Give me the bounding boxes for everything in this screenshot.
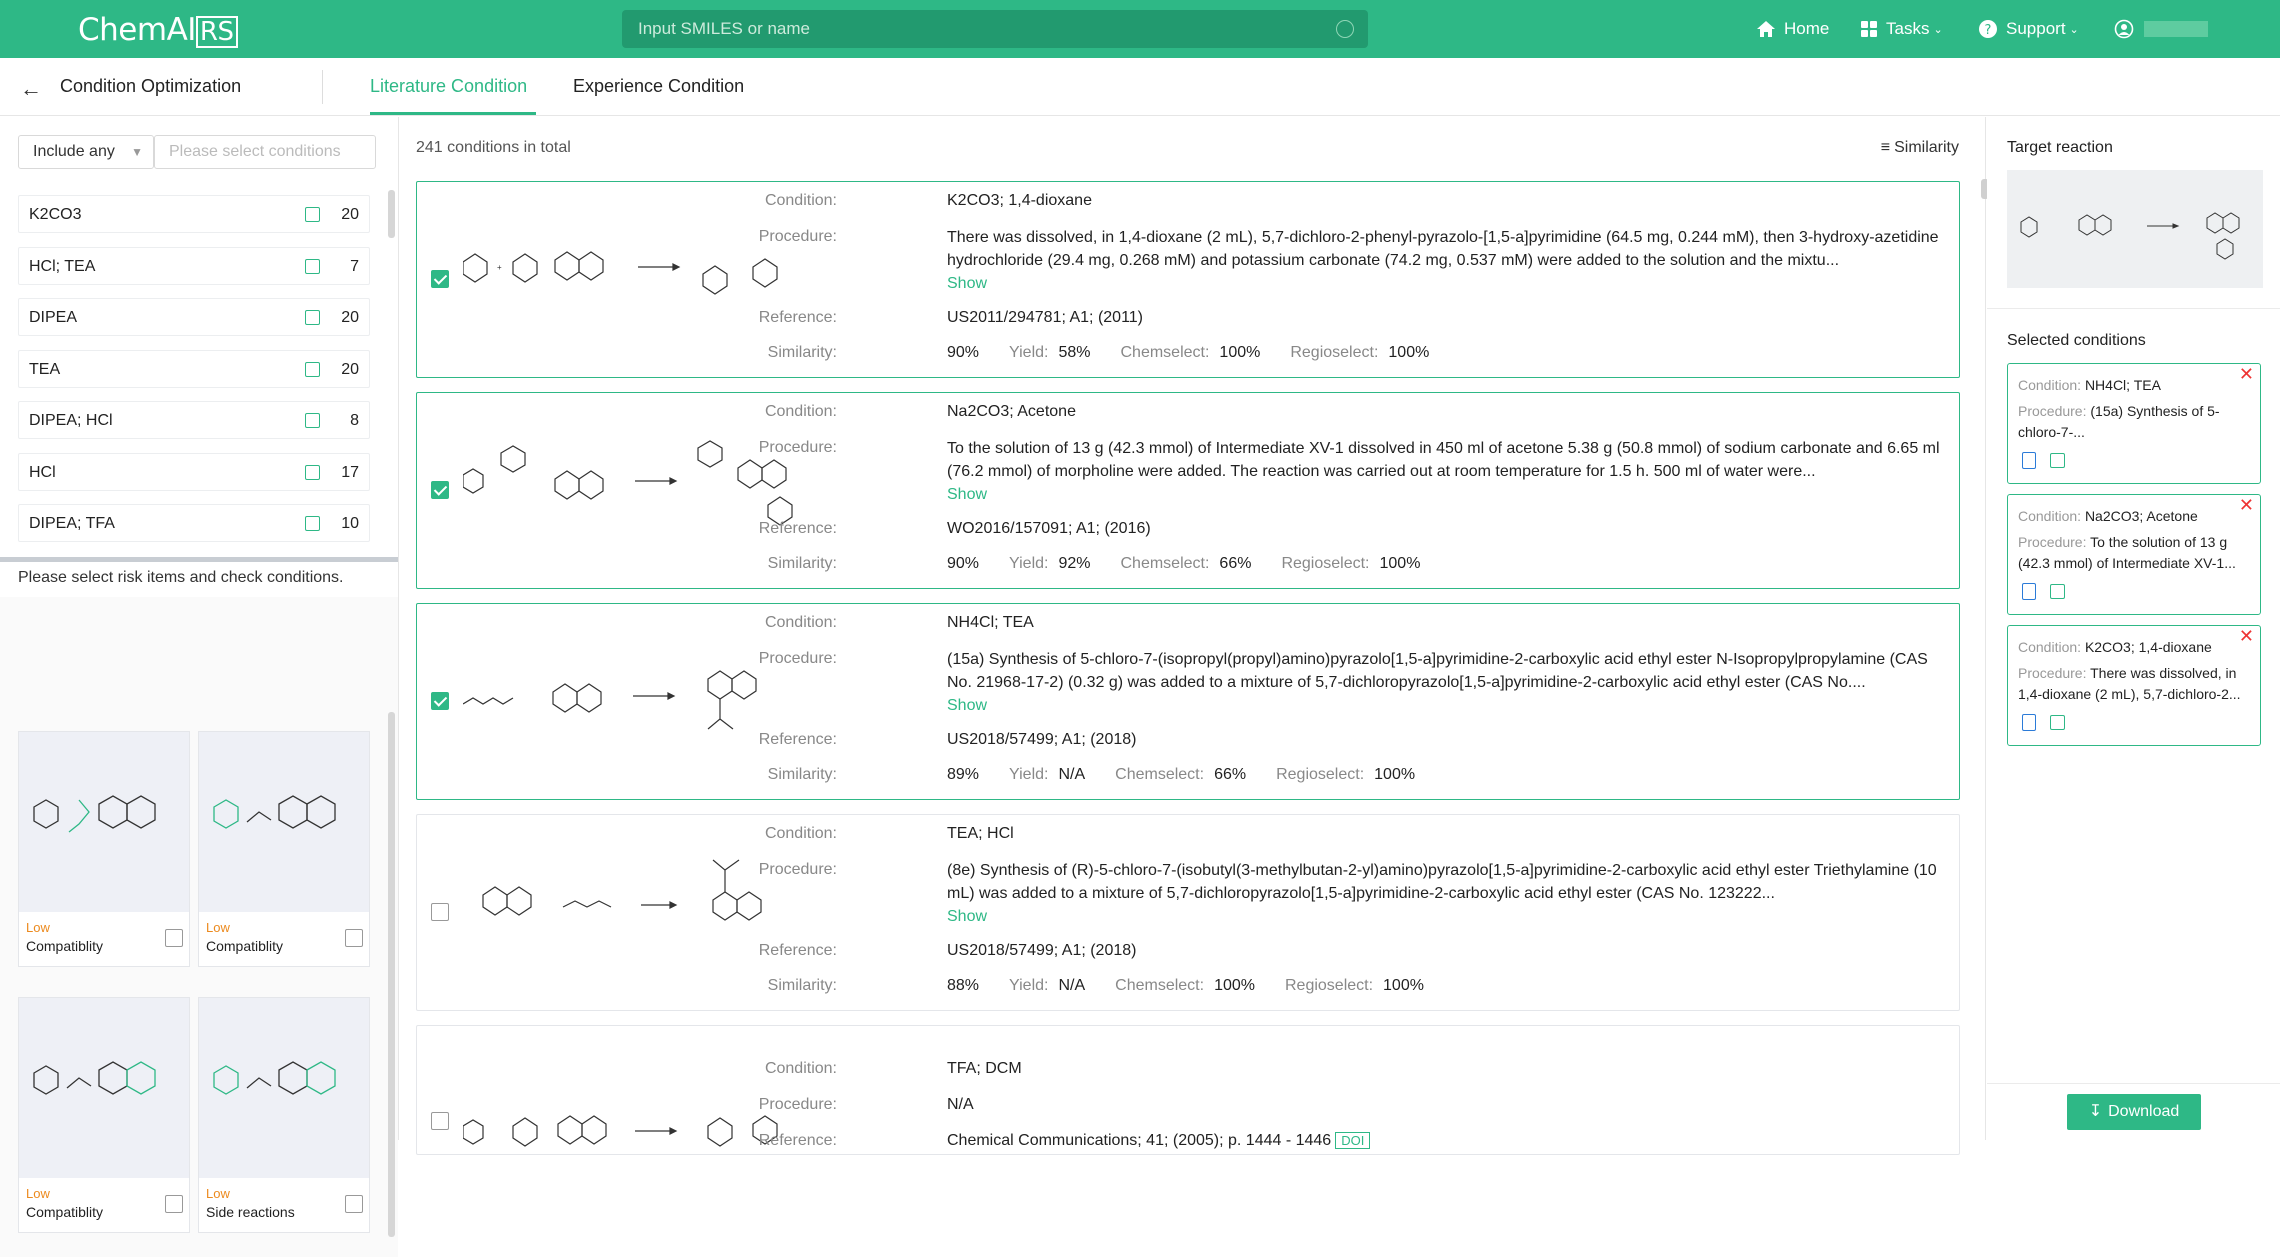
- molecule-image: [19, 998, 189, 1178]
- resize-handle[interactable]: [0, 557, 398, 562]
- selected-condition-card[interactable]: ✕ Condition: K2CO3; 1,4-dioxane Procedure: There was dissolved, in 1,4-dioxane (2 mL), 5,7-dichloro-2...: [2007, 625, 2261, 746]
- download-icon: ↧: [2088, 1103, 2103, 1120]
- risk-checkbox[interactable]: [345, 929, 363, 947]
- chevron-down-icon: ▼: [131, 145, 143, 159]
- back-arrow-icon[interactable]: ←: [20, 76, 42, 101]
- svg-text:?: ?: [1984, 23, 1992, 38]
- show-link[interactable]: Show: [947, 697, 988, 714]
- condition-value: Na2CO3; Acetone: [947, 403, 1076, 420]
- reference-value[interactable]: US2018/57499; A1; (2018): [947, 942, 1137, 959]
- selected-conditions-title: Selected conditions: [2007, 332, 2146, 349]
- molecule-image: [19, 732, 189, 912]
- risk-card[interactable]: Low Compatiblity: [198, 731, 370, 967]
- svg-text:+: +: [497, 263, 502, 272]
- search-icon[interactable]: [1336, 20, 1354, 38]
- filter-icon: [305, 465, 320, 480]
- condition-value: TFA; DCM: [947, 1060, 1022, 1077]
- close-icon[interactable]: ✕: [2238, 495, 2254, 515]
- close-icon[interactable]: ✕: [2238, 364, 2254, 384]
- risk-card[interactable]: Low Compatiblity: [18, 731, 190, 967]
- nav-tasks[interactable]: [1860, 0, 1943, 58]
- user-icon: [2114, 19, 2134, 39]
- card-checkbox[interactable]: [431, 270, 449, 288]
- condition-card[interactable]: Condition: TEA; HCl Procedure: (8e) Synthesis of (R)-5-chloro-7-(isobutyl(3-methylbutan-2-yl)amino)pyrazolo[1,5-a]pyrimidine-2-carboxylic acid ethyl ester Triethylamine (10 mL) was added to a mixture of 5,7-dichloropyrazolo[1,5-a]pyrimidine-2-carboxylic acid ethyl ester (CAS No. 123222... Show Reference: US2018/57499; A1; (2018) Similarity: 88% Yield: N/A Chemselect: 100% Regioselect: 100%: [416, 814, 1960, 1011]
- procedure-value: N/A: [947, 1096, 974, 1113]
- risk-card[interactable]: Low Compatiblity: [18, 997, 190, 1233]
- show-link[interactable]: Show: [947, 486, 988, 503]
- reference-value[interactable]: Chemical Communications; 41; (2005); p. 1444 - 1446 DOI: [947, 1132, 1370, 1150]
- home-icon: [1756, 20, 1776, 38]
- molecule-image: [199, 732, 369, 912]
- page-header: [0, 58, 2280, 116]
- nav-tasks-label: Tasks: [1886, 19, 1930, 38]
- chevron-down-icon: ⌄: [1933, 23, 1943, 36]
- filter-icon: [305, 516, 320, 531]
- filter-icon[interactable]: [2050, 715, 2065, 730]
- chevron-down-icon: ⌄: [2069, 23, 2079, 36]
- stats-row: 90% Yield: 58% Chemselect: 100% Regioselect: 100%: [947, 344, 1430, 361]
- condition-filter-item[interactable]: DIPEA 20: [18, 298, 370, 336]
- filter-icon: [305, 413, 320, 428]
- condition-card[interactable]: Condition: Na2CO3; Acetone Procedure: To the solution of 13 g (42.3 mmol) of Intermediate XV-1 dissolved in 450 ml of acetone 5.38 g (50.8 mmol) of sodium carbonate and 6.65 ml (76.2 mmol) of morpholine were added. The reaction was carried out at room temperature for 1.5 h. 500 ml of water were... Show Reference: WO2016/157091; A1; (2016) Similarity: 90% Yield: 92% Chemselect: 66% Regioselect: 100%: [416, 392, 1960, 589]
- divider: [1987, 1083, 2280, 1084]
- card-checkbox[interactable]: [431, 903, 449, 921]
- reaction-image: [463, 835, 813, 985]
- app-logo[interactable]: ChemAI RS: [78, 12, 238, 48]
- show-link[interactable]: Show: [947, 908, 988, 925]
- sort-icon: ≡: [1880, 139, 1891, 156]
- reference-value[interactable]: WO2016/157091; A1; (2016): [947, 520, 1151, 537]
- reference-value[interactable]: US2011/294781; A1; (2011): [947, 309, 1143, 326]
- risk-checkbox[interactable]: [345, 1195, 363, 1213]
- target-reaction-image: [2007, 170, 2263, 288]
- condition-filter-item[interactable]: HCl; TEA 7: [18, 247, 370, 285]
- procedure-value: (15a) Synthesis of 5-chloro-7-(isopropyl(propyl)amino)pyrazolo[1,5-a]pyrimidine-2-carboxylic acid ethyl ester N-Isopropylpropylamine (CAS No. 21968-17-2) (0.32 g) was added to a mixture of 5,7-dichloropyrazolo[1,5-a]pyrimidine-2-carboxylic acid ethyl ester (CAS No.... Show: [947, 651, 1928, 714]
- risk-list: [0, 597, 398, 1257]
- top-bar: [0, 0, 2280, 58]
- reaction-image: [463, 624, 813, 774]
- results-panel: [398, 117, 1986, 1149]
- document-icon[interactable]: [2022, 714, 2036, 731]
- tab-experience-condition[interactable]: Experience Condition: [573, 76, 745, 96]
- selected-condition-card[interactable]: ✕ Condition: NH4Cl; TEA Procedure: (15a) Synthesis of 5-chloro-7-...: [2007, 363, 2261, 484]
- nav-home[interactable]: [1756, 0, 1829, 58]
- user-name-placeholder: [2144, 21, 2208, 37]
- active-tab-indicator: [370, 112, 536, 115]
- molecule-image: [199, 998, 369, 1178]
- nav-support[interactable]: [1978, 0, 2079, 58]
- condition-card[interactable]: Condition: TFA; DCM Procedure: N/A Reference: Chemical Communications; 41; (2005); p. 1444 - 1446 DOI: [416, 1025, 1960, 1155]
- condition-card[interactable]: + Condition: K2CO3; 1,4-dioxane Procedure: There was dissolved, in 1,4-dioxane (2 mL), 5,7-dichloro-2-phenyl-pyrazolo-[1,5-a]pyrimidine (64.5 mg, 0.244 mM), then 3-hydroxy-azetidine hydrochloride (29.4 mg, 0.268 mM) and potassium carbonate (74.2 mg, 0.537 mM) were added to the solution and the mixtu... Show Reference: US2011/294781; A1; (2011) Similarity: 90% Yield: 58% Chemselect: 100% Regioselect: 100%: [416, 181, 1960, 378]
- grid-icon: [1860, 20, 1878, 38]
- filter-icon: [305, 310, 320, 325]
- risk-card[interactable]: Low Side reactions: [198, 997, 370, 1233]
- download-button[interactable]: ↧ Download: [2067, 1094, 2201, 1130]
- nav-home-label: Home: [1784, 19, 1830, 38]
- condition-value: NH4Cl; TEA: [947, 614, 1034, 631]
- doi-badge[interactable]: DOI: [1335, 1132, 1370, 1149]
- condition-value: K2CO3; 1,4-dioxane: [947, 192, 1092, 209]
- help-icon: [1978, 19, 1998, 39]
- risk-checkbox[interactable]: [165, 929, 183, 947]
- reference-value[interactable]: US2018/57499; A1; (2018): [947, 731, 1137, 748]
- search-box: [622, 10, 1368, 48]
- right-panel: [1987, 117, 2280, 1140]
- condition-value: TEA; HCl: [947, 825, 1014, 842]
- filter-icon: [305, 207, 320, 222]
- page-title: Condition Optimization: [60, 76, 242, 96]
- risk-title: Please select risk items and check conditions.: [18, 569, 344, 586]
- reaction-image: [463, 202, 813, 352]
- document-icon[interactable]: [2022, 583, 2036, 600]
- card-checkbox[interactable]: [431, 1112, 449, 1130]
- condition-filter-item[interactable]: K2CO3 20: [18, 195, 370, 233]
- procedure-value: There was dissolved, in 1,4-dioxane (2 mL), 5,7-dichloro-2-phenyl-pyrazolo-[1,5-a]pyrimidine (64.5 mg, 0.244 mM), then 3-hydroxy-azetidine hydrochloride (29.4 mg, 0.268 mM) and potassium carbonate (74.2 mg, 0.537 mM) were added to the solution and the mixtu... Show: [947, 229, 1939, 292]
- include-mode-select[interactable]: Include any ▼: [18, 135, 154, 169]
- tab-literature-condition[interactable]: Literature Condition: [370, 76, 528, 96]
- card-checkbox[interactable]: [431, 481, 449, 499]
- reaction-image: [463, 413, 813, 563]
- procedure-value: To the solution of 13 g (42.3 mmol) of Intermediate XV-1 dissolved in 450 ml of acetone 5.38 g (50.8 mmol) of sodium carbonate and 6.65 ml (76.2 mmol) of morpholine were added. The reaction was carried out at room temperature for 1.5 h. 500 ml of water were... Show: [947, 440, 1940, 503]
- filter-icon: [305, 362, 320, 377]
- selected-condition-card[interactable]: ✕ Condition: Na2CO3; Acetone Procedure: To the solution of 13 g (42.3 mmol) of Intermediate XV-1...: [2007, 494, 2261, 615]
- filter-icon: [305, 259, 320, 274]
- card-checkbox[interactable]: [431, 692, 449, 710]
- total-count: 241 conditions in total: [416, 139, 571, 156]
- search-input[interactable]: [638, 10, 1318, 48]
- divider: [322, 70, 323, 104]
- left-panel: [0, 117, 398, 1220]
- scrollbar[interactable]: [388, 712, 395, 1237]
- condition-filter-list: [18, 195, 370, 556]
- close-icon[interactable]: ✕: [2238, 626, 2254, 646]
- user-menu[interactable]: [2114, 0, 2208, 58]
- nav-support-label: Support: [2006, 19, 2066, 38]
- stats-row: 90% Yield: 92% Chemselect: 66% Regioselect: 100%: [947, 555, 1421, 572]
- condition-card[interactable]: Condition: NH4Cl; TEA Procedure: (15a) Synthesis of 5-chloro-7-(isopropyl(propyl)amino)pyrazolo[1,5-a]pyrimidine-2-carboxylic acid ethyl ester N-Isopropylpropylamine (CAS No. 21968-17-2) (0.32 g) was added to a mixture of 5,7-dichloropyrazolo[1,5-a]pyrimidine-2-carboxylic acid ethyl ester (CAS No.... Show Reference: US2018/57499; A1; (2018) Similarity: 89% Yield: N/A Chemselect: 66% Regioselect: 100%: [416, 603, 1960, 800]
- risk-checkbox[interactable]: [165, 1195, 183, 1213]
- document-icon[interactable]: [2022, 452, 2036, 469]
- show-link[interactable]: Show: [947, 275, 988, 292]
- target-reaction-title: Target reaction: [2007, 139, 2113, 156]
- condition-select[interactable]: Please select conditions: [154, 135, 376, 169]
- condition-filter-item[interactable]: DIPEA; TFA 10: [18, 504, 370, 542]
- condition-filter-item[interactable]: TEA 20: [18, 350, 370, 388]
- filter-icon[interactable]: [2050, 584, 2065, 599]
- condition-filter-item[interactable]: HCl 17: [18, 453, 370, 491]
- stats-row: 89% Yield: N/A Chemselect: 66% Regioselect: 100%: [947, 766, 1416, 783]
- procedure-value: (8e) Synthesis of (R)-5-chloro-7-(isobutyl(3-methylbutan-2-yl)amino)pyrazolo[1,5-a]pyrimidine-2-carboxylic acid ethyl ester Triethylamine (10 mL) was added to a mixture of 5,7-dichloropyrazolo[1,5-a]pyrimidine-2-carboxylic acid ethyl ester (CAS No. 123222... Show: [947, 862, 1937, 925]
- filter-icon[interactable]: [2050, 453, 2065, 468]
- condition-filter-item[interactable]: DIPEA; HCl 8: [18, 401, 370, 439]
- divider: [1987, 308, 2280, 309]
- stats-row: 88% Yield: N/A Chemselect: 100% Regioselect: 100%: [947, 977, 1424, 994]
- sort-similarity[interactable]: ≡ Similarity: [1880, 139, 1959, 156]
- scrollbar[interactable]: [388, 190, 395, 238]
